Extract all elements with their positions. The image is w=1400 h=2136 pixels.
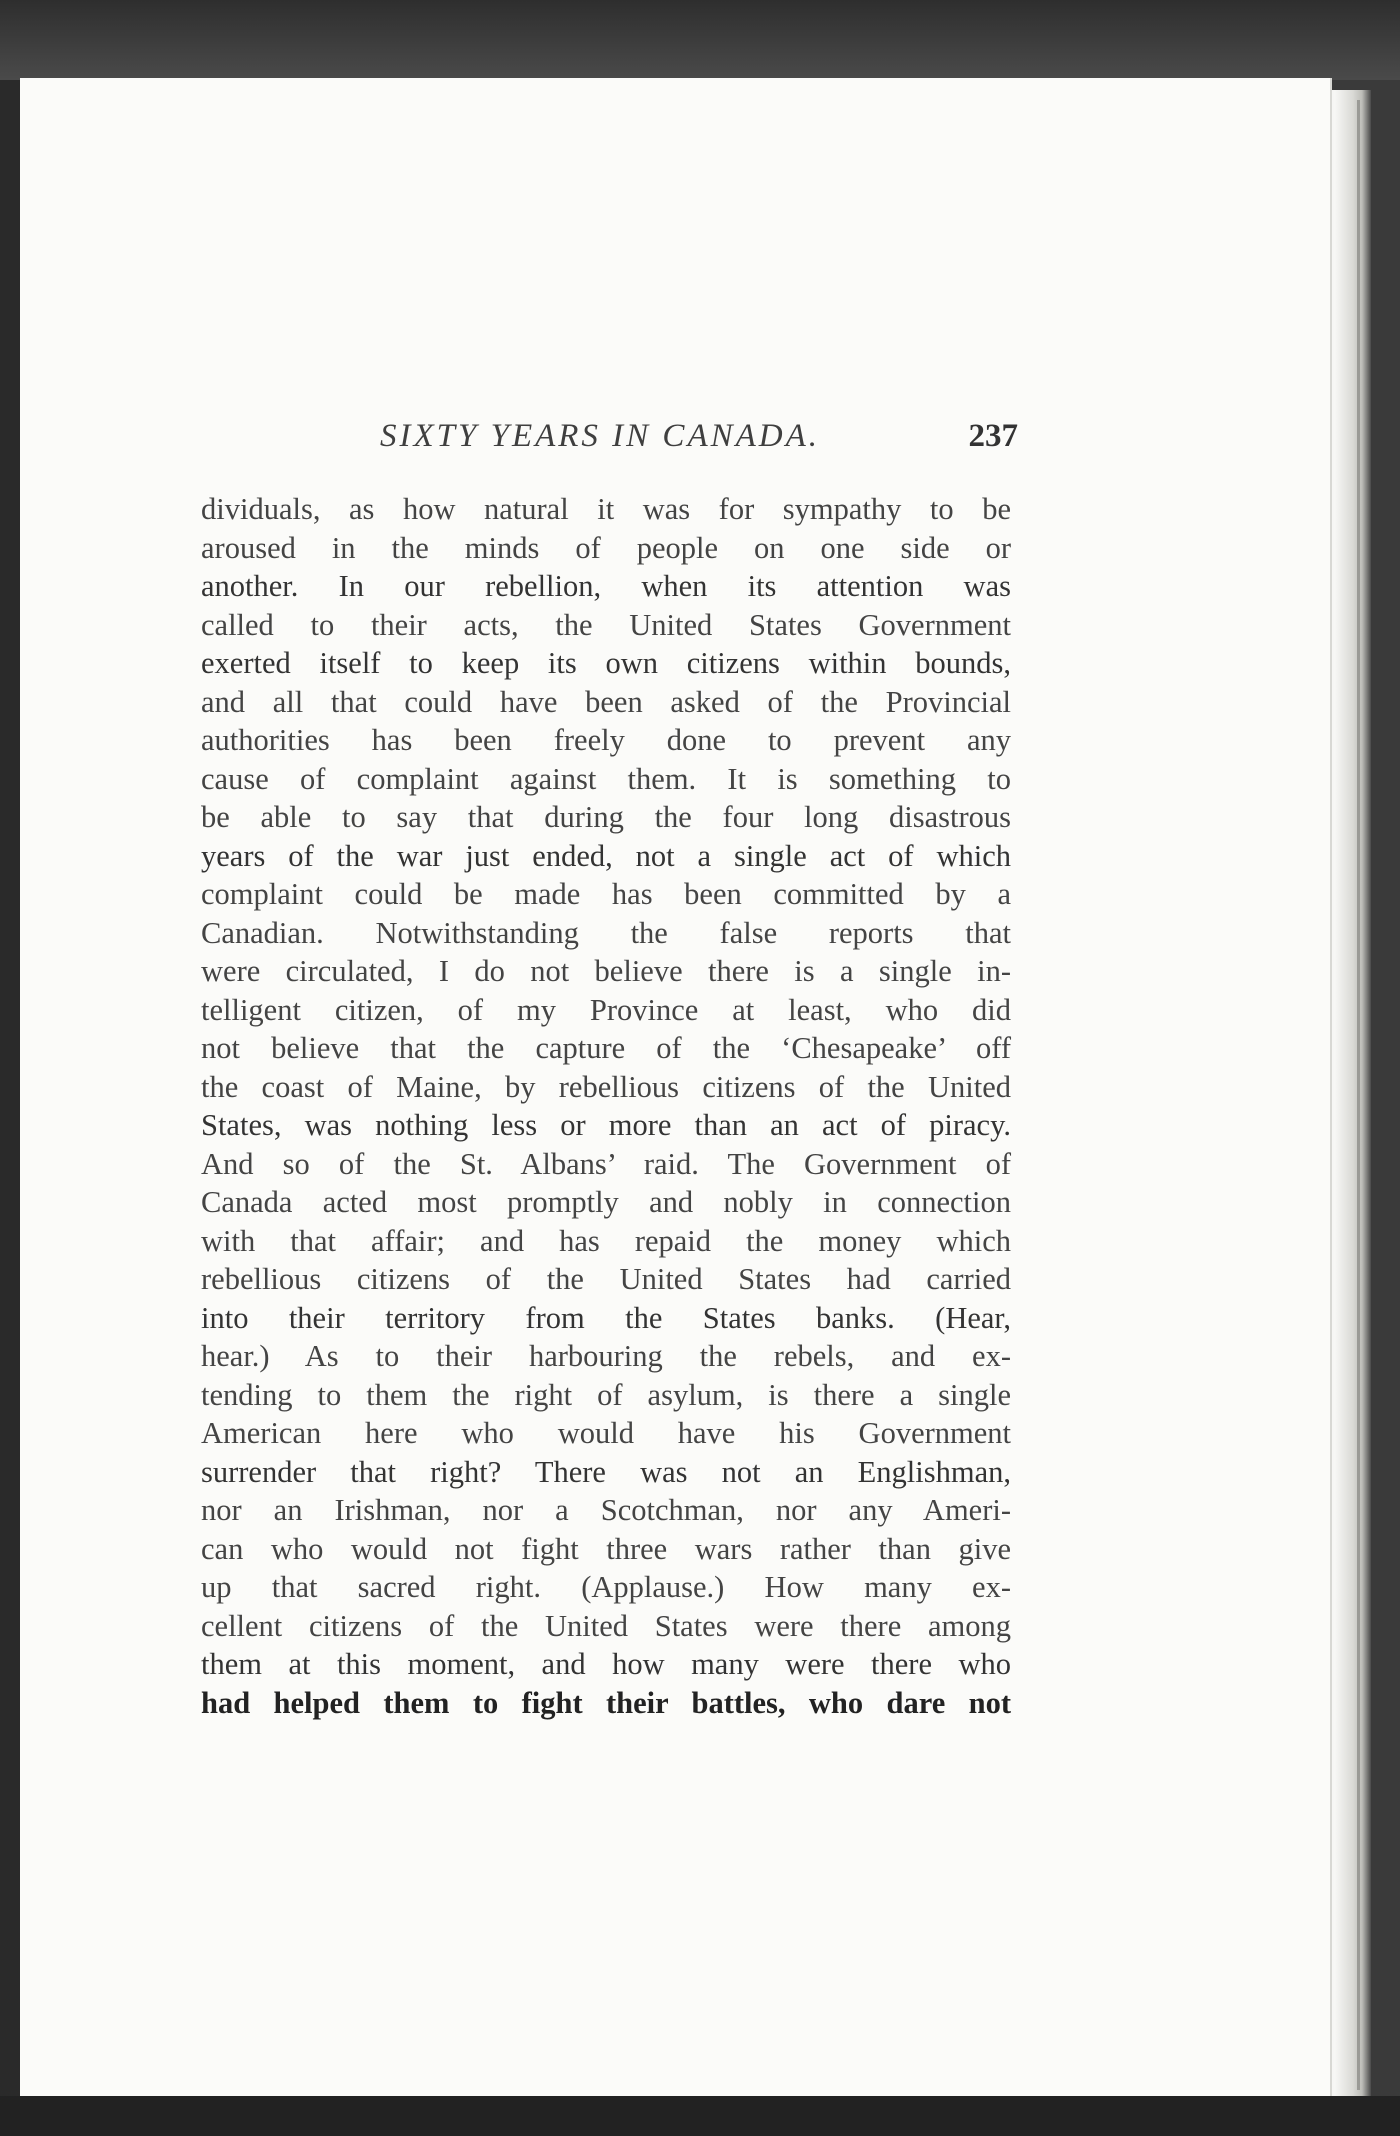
page-number: 237 (968, 418, 1018, 454)
text-line: can who would not fight three wars rather than give (201, 1531, 1011, 1566)
text-line: up that sacred right. (Applause.) How many ex- (201, 1570, 1011, 1604)
text-line: dividuals, as how natural it was for sympathy to be (201, 492, 1011, 526)
text-line: another. In our rebellion, when its attention was (201, 569, 1011, 603)
text-line: not believe that the capture of the ‘Chesapeake’ off (201, 1031, 1011, 1065)
text-line: the coast of Maine, by rebellious citizens of the United (201, 1069, 1011, 1104)
text-line: were circulated, I do not believe there is a single in- (201, 954, 1011, 988)
text-line: tending to them the right of asylum, is there a single (201, 1377, 1011, 1412)
text-line: States, was nothing less or more than an act of piracy. (201, 1108, 1011, 1142)
text-line: and all that could have been asked of the Provincial (201, 684, 1011, 719)
text-line: exerted itself to keep its own citizens within bounds, (201, 646, 1011, 680)
text-line: aroused in the minds of people on one side or (201, 530, 1011, 565)
text-line: into their territory from the States banks. (Hear, (201, 1300, 1011, 1335)
text-line: authorities has been freely done to prevent any (201, 723, 1011, 757)
text-line: be able to say that during the four long disastrous (201, 800, 1011, 834)
text-line: with that affair; and has repaid the money which (201, 1223, 1011, 1258)
text-line: telligent citizen, of my Province at least, who did (201, 992, 1011, 1027)
text-line: nor an Irishman, nor a Scotchman, nor any Ameri- (201, 1493, 1011, 1527)
text-line: cellent citizens of the United States were there among (201, 1608, 1011, 1643)
text-line: hear.) As to their harbouring the rebels, and ex- (201, 1339, 1011, 1373)
scan-background-left (0, 80, 22, 2120)
running-head (200, 418, 1020, 468)
body-text (201, 490, 1011, 1722)
text-line: them at this moment, and how many were there who (201, 1647, 1011, 1681)
text-line: surrender that right? There was not an Englishman, (201, 1454, 1011, 1489)
scan-background-top (0, 0, 1400, 80)
text-line: Canada acted most promptly and nobly in connection (201, 1185, 1011, 1219)
text-line: had helped them to fight their battles, who dare not (201, 1685, 1011, 1720)
running-title: SIXTY YEARS IN CANADA. (380, 418, 821, 454)
text-line: complaint could be made has been committed by a (201, 877, 1011, 911)
text-line: American here who would have his Government (201, 1416, 1011, 1450)
text-line: And so of the St. Albans’ raid. The Government of (201, 1146, 1011, 1181)
text-line: cause of complaint against them. It is something to (201, 761, 1011, 796)
scan-background-bottom (0, 2096, 1400, 2136)
text-line: years of the war just ended, not a single act of which (201, 838, 1011, 873)
text-line: called to their acts, the United States Government (201, 607, 1011, 642)
text-line: Canadian. Notwithstanding the false reports that (201, 915, 1011, 950)
text-line: rebellious citizens of the United States had carried (201, 1262, 1011, 1296)
